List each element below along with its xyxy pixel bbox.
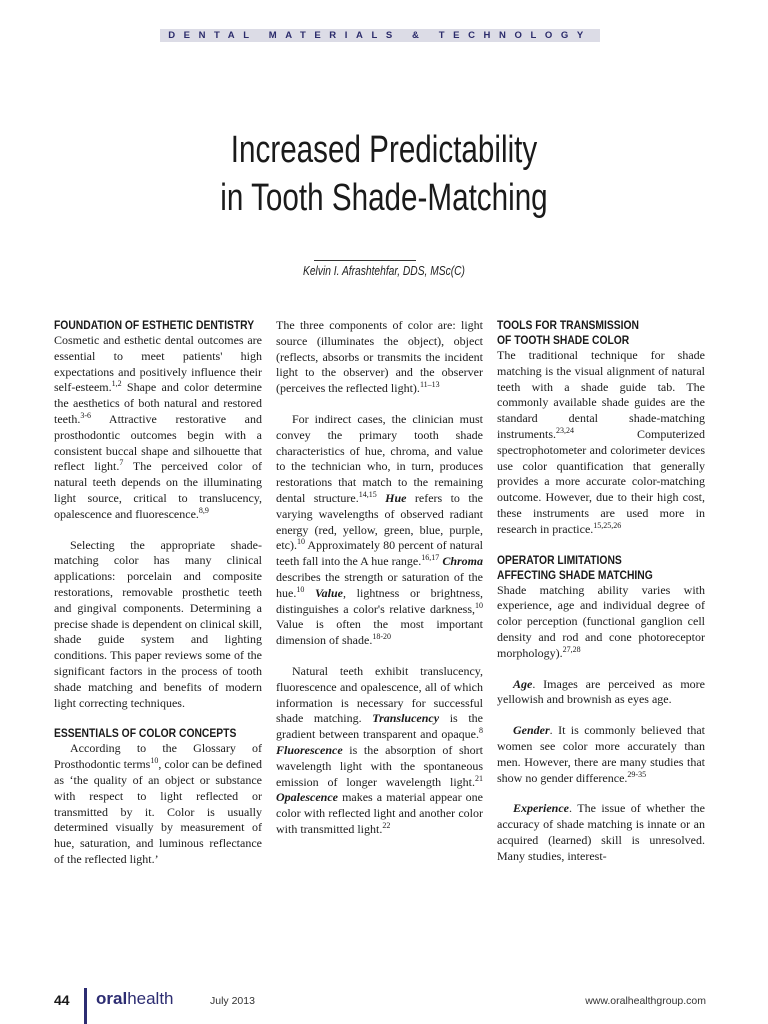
paragraph-natural-teeth: Natural teeth exhibit translucency, fluorescence and opalescence, all of which information is necessary for successful shade matching. Translucency is the gradient between transparent and opaque.$^8$ Fluorescence is the absorption of short wavelength light with the spontaneous emission of longer wavelength light.$^{21}$ Opalescence makes a material appear one color with reflected light and another color with transmitted light.$^{22}$ [276,663,483,836]
logo-bar [84,988,87,1024]
paragraph-operator: Shade matching ability varies with experience, age and individual degree of color perception (functional ganglion cell density and rod and cone photoreceptor morphology).$^{27,28}$ [497,582,705,660]
author-byline: Kelvin I. Afrashtehfar, DDS, MSc(C) [303,264,465,278]
column-1 [54,318,262,868]
paragraph-age: Age. Images are perceived as more yellowish and brownish as eyes age. [497,676,705,707]
paragraph-selecting: Selecting the appropriate shade-matching color has many clinical applications: porcelain and composite restorations, removable prosthetic teeth and gingival components. Determining a precise shade is dependent on clinical skill, shade guide system and lighting conditions. This paper reviews some of the significant factors in the process of tooth shade matching and benefits of modern light correcting techniques. [54,537,262,710]
column-3 [497,318,705,865]
title-divider [314,260,416,261]
heading-color-concepts: ESSENTIALS OF COLOR CONCEPTS [54,726,237,741]
issue-date: July 2013 [210,995,255,1007]
heading-operator-limitations: OPERATOR LIMITATIONS AFFECTING SHADE MATCHING [497,552,653,582]
paragraph-foundation: Cosmetic and esthetic dental outcomes are essential to meet patients' high expectations and positively influence their self-esteem.$^{1,2}$ Shape and color determine the aesthetics of both natural and restored teeth.$^{3-6}$ Attractive restorative and prosthodontic outcomes begin with a consistent buccal shape and silhouette that reflect light.$^7$ The perceived color of natural teeth depends on the illuminating light source, critical to translucency, opalescence and fluorescence.$^{8,9}$ [54,333,263,521]
paragraph-gender: Gender. It is commonly believed that women see color more accurately than men. However, there are many studies that show no gender difference.$^{29-35}$ [497,723,705,785]
heading-tools: TOOLS FOR TRANSMISSION OF TOOTH SHADE COLOR [497,318,640,347]
title-line-2: in Tooth Shade-Matching [220,177,548,219]
paragraph-experience: Experience. The issue of whether the accuracy of shade matching is innate or an acquired (learned) skill is unresolved. Many studies, interest- [497,801,705,863]
paragraph-indirect-cases: For indirect cases, the clinician must convey the primary tooth shade characteristics of hue, chroma, and value to the technician who, in turn, produces restorations that match to the remaining dental structure.$^{14,15}$ Hue refers to the varying wavelengths of observed radiant energy (red, yellow, green, blue, purple, etc).$^{10}$ Approximately 80 percent of natural teeth fall into the A hue range.$^{16,17}$ Chroma describes the strength or saturation of the hue.$^{10}$ Value, lightness or brightness, distinguishes a color's relative darkness,$^{10}$ Value is often the most important dimension of shade.$^{18-20}$ [276,411,484,648]
section-banner: DENTAL MATERIALS & TECHNOLOGY [160,29,600,42]
page-number: 44 [54,992,70,1008]
paragraph-glossary: According to the Glossary of Prosthodontic terms$^{10}$, color can be defined as ‘the quality of an object or substance with respect to light reflected or transmitted by it. Color is usually determined visually by measurement of hue, saturation, and luminous reflectance of the reflected light.’ [54,741,262,866]
page-footer [0,986,768,1024]
column-2 [276,318,483,838]
paragraph-tools: The traditional technique for shade matching is the visual alignment of natural teeth with a shade guide tab. The commonly available shade guides are the standard dental shade-matching instruments.$^{23,24}$ Computerized spectrophotometer and colorimeter devices use color quantification that generally provides a more accurate color-matching outcome. However, due to their high cost, these instruments are used more in research in practice.$^{15,25,26}$ [497,348,705,536]
title-line-1: Increased Predictability [230,129,538,171]
oral-health-logo: oralhealth [96,989,174,1008]
paragraph-components: The three components of color are: light source (illuminates the object), object (reflects, absorbs or transmits the incident light to the observer) and the observer (perceives the reflected light).$^{11-13}$ [276,318,483,396]
article-title [84,126,683,222]
heading-foundation: FOUNDATION OF ESTHETIC DENTISTRY [54,318,255,332]
website-url: www.oralhealthgroup.com [585,995,706,1007]
